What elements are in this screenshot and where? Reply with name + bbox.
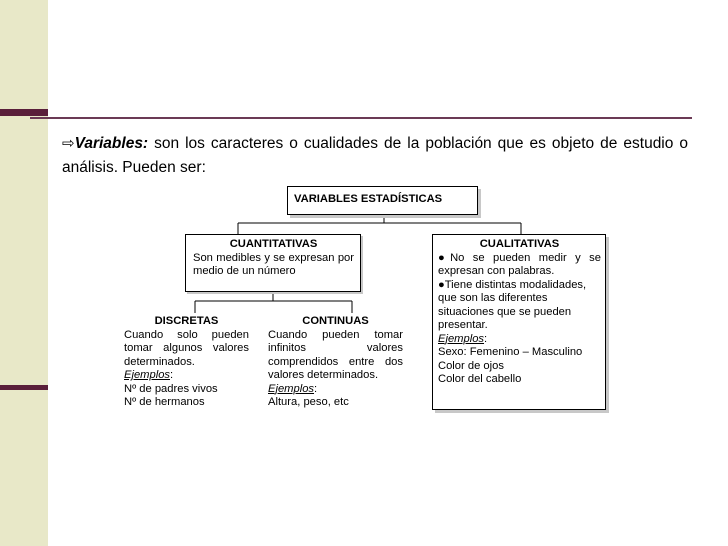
discretas-examples-label: Ejemplos — [124, 369, 171, 381]
cualitativas-bullet-1: ●No se pueden medir y se expresan con palabras. — [438, 251, 601, 277]
discretas-title: DISCRETAS — [154, 315, 219, 327]
right-arrow-icon: ⇨ — [62, 135, 75, 152]
continuas-title: CONTINUAS — [302, 315, 369, 327]
continuas-examples — [268, 383, 403, 397]
continuas-examples-label: Ejemplos — [268, 382, 315, 395]
discretas-examples — [124, 369, 249, 383]
discretas-node — [118, 313, 254, 418]
discretas-examples-colon: : — [170, 369, 174, 381]
cualitativas-examples-label: Ejemplos — [438, 332, 485, 345]
continuas-text: Cuando pueden tomar infinitos valores comprendidos entre dos valores determinados. — [268, 328, 403, 381]
cuantitativas-node — [185, 234, 361, 292]
cualitativas-title: CUALITATIVAS — [479, 238, 560, 250]
discretas-example-2: Nº de hermanos — [124, 396, 205, 408]
continuas-node — [262, 313, 409, 426]
cualitativas-example-3: Color del cabello — [438, 373, 522, 385]
intro-term: Variables: — [74, 135, 149, 152]
continuas-example-1: Altura, peso, etc — [268, 396, 349, 408]
discretas-text: Cuando solo pueden tomar algunos valores determinados. — [124, 328, 249, 368]
cuantitativas-title: CUANTITATIVAS — [229, 238, 318, 250]
continuas-examples-colon: : — [314, 382, 318, 395]
cualitativas-node — [432, 234, 606, 410]
cualitativas-examples — [438, 333, 601, 347]
root-label: VARIABLES ESTADÍSTICAS — [294, 193, 443, 205]
cualitativas-example-2: Color de ojos — [438, 359, 504, 372]
cuantitativas-text: Son medibles y se expresan por medio de un número — [193, 251, 354, 277]
cualitativas-example-1: Sexo: Femenino – Masculino — [438, 346, 583, 358]
cualitativas-bullet-2: ●Tiene distintas modalidades, que son las diferentes situaciones que se pueden presentar. — [438, 278, 587, 331]
discretas-example-1: Nº de padres vivos — [124, 382, 218, 395]
intro-text: son los caracteres o cualidades de la población que es objeto de estudio o análisis. Pueden ser: — [62, 135, 688, 176]
cualitativas-examples-colon: : — [484, 332, 488, 345]
root-node — [287, 186, 478, 215]
